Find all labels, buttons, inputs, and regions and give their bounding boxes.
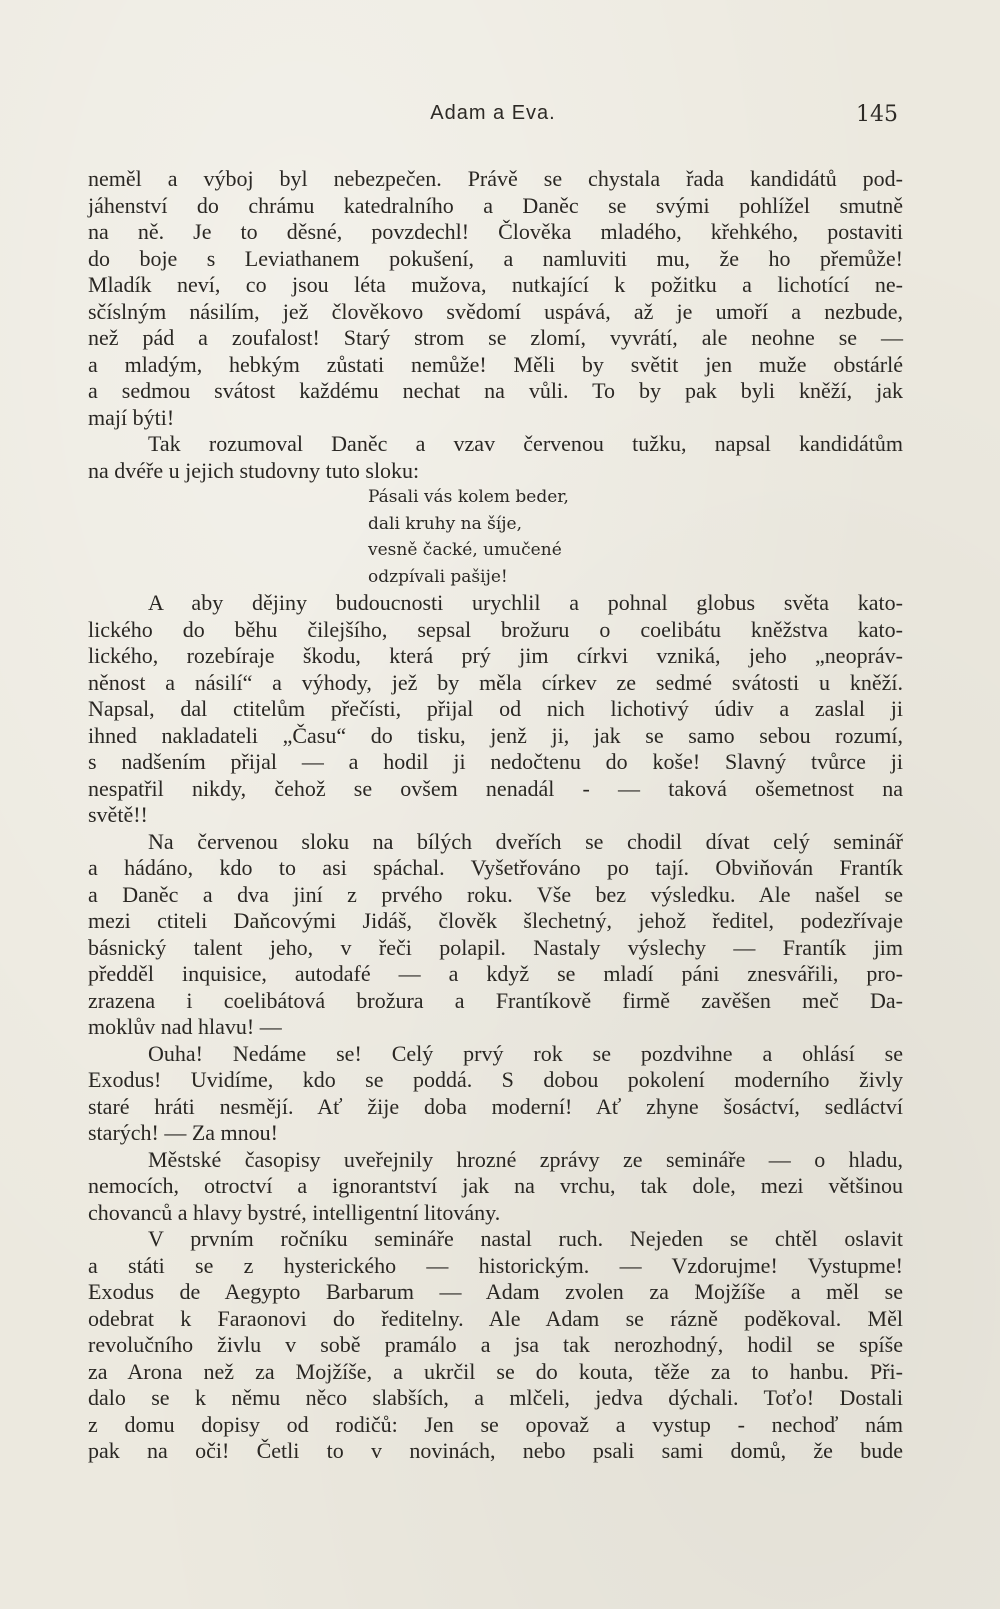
text-line: světě!!	[88, 802, 148, 827]
text-line: něnost a násilí“ a výhody, jež by měla církev ze sedmé svátosti u kněží.	[88, 669, 903, 695]
text-line: Mladík neví, co jsou léta mužova, nutkající k požitku a lichotící ne-	[88, 272, 903, 297]
text-line: a Daněc a dva jiní z prvého roku. Vše bez výsledku. Ale našel se	[88, 881, 903, 907]
text-line: chovanců a hlavy bystré, intelligentní litovány.	[88, 1199, 501, 1225]
text-line: a státi se z hysterického — historickým. — Vzdorujme! Vystupme!	[88, 1252, 903, 1278]
body-text	[88, 166, 903, 1465]
verse-line: odzpívali pašije!	[368, 566, 508, 587]
text-line: jáhenství do chrámu katedralního a Daněc se svými pohlížel smutně	[88, 192, 903, 218]
text-line: do boje s Leviathanem pokušení, a namluviti mu, že ho přemůže!	[88, 245, 903, 271]
text-line: Exodus de Aegypto Barbarum — Adam zvolen za Mojžíše a měl se	[88, 1279, 903, 1304]
text-line: lického do běhu čilejšího, sepsal brožuru o coelibátu kněžstva kato-	[88, 616, 903, 642]
text-line: mají býti!	[88, 404, 175, 430]
text-line: za Arona než za Mojžíše, a ukrčil se do kouta, těže za to hanbu. Při-	[88, 1358, 903, 1384]
text-line: sčíslným násilím, jež člověkovo svědomí uspává, až je umoří a nezbude,	[88, 298, 903, 324]
text-line: a sedmou svátost každému nechat na vůli. To by pak byli kněží, jak	[88, 378, 903, 403]
page-number: 145	[856, 102, 898, 127]
text-line: Tak rozumoval Daněc a vzav červenou tužku, napsal kandidátům	[148, 431, 903, 456]
text-line: zrazena i coelibátová brožura a Frantíkově firmě zavěšen meč Da-	[88, 987, 903, 1013]
text-line: z domu dopisy od rodičů: Jen se opovaž a vystup - nechoď nám	[88, 1411, 903, 1437]
text-line: nemocích, otroctví a ignorantství jak na vrchu, tak dole, mezi většinou	[88, 1173, 903, 1198]
text-line: staré hráti nesmějí. Ať žije doba moderní! Ať zhyne šosáctví, sedláctví	[88, 1093, 903, 1119]
text-line: a hádáno, kdo to asi spáchal. Vyšetřováno po tají. Obviňován Frantík	[88, 855, 903, 880]
text-line: Na červenou sloku na bílých dveřích se chodil dívat celý seminář	[148, 828, 903, 854]
text-line: Městské časopisy uveřejnily hrozné zprávy ze semináře — o hladu,	[148, 1146, 903, 1172]
text-line: mezi ctiteli Daňcovými Jidáš, člověk šlechetný, jehož ředitel, podezřívaje	[88, 908, 903, 933]
text-line: pak na oči! Četli to v novinách, nebo psali sami domů, že bude	[88, 1438, 903, 1463]
text-line: Ouha! Nedáme se! Celý prvý rok se pozdvihne a ohlásí se	[148, 1040, 903, 1066]
text-line: neměl a výboj byl nebezpečen. Právě se chystala řada kandidátů pod-	[88, 166, 903, 191]
text-line: na ně. Je to děsné, povzdechl! Člověka mladého, křehkého, postaviti	[88, 219, 903, 244]
verse-block	[88, 484, 903, 590]
text-line: s nadšením přijal — a hodil ji nedočtenu do koše! Slavný tvůrce ji	[88, 749, 903, 774]
verse-line: dali kruhy na šíje,	[368, 513, 523, 534]
text-line: dalo se k němu něco slabších, a mlčeli, jedva dýchali. Toťo! Dostali	[88, 1385, 903, 1410]
text-line: lického, rozebíraje škodu, která prý jim církvi vzniká, jeho „neopráv-	[88, 643, 903, 668]
text-line: ihned nakladateli „Času“ do tisku, jenž ji, jak se samo sebou rozumí,	[88, 722, 903, 748]
verse-line: vesně čacké, umučené	[368, 540, 562, 560]
text-line: Exodus! Uvidíme, kdo se poddá. S dobou pokolení moderního živly	[88, 1067, 903, 1092]
text-line: nespatřil nikdy, čehož se ovšem nenadál - — taková ošemetnost na	[88, 775, 903, 801]
text-line: starých! — Za mnou!	[88, 1120, 278, 1145]
text-line: a mladým, hebkým zůstati nemůže! Měli by světit jen muže obstárlé	[88, 351, 903, 377]
text-line: básnický talent jeho, v řeči polapil. Nastaly výslechy — Frantík jim	[88, 934, 903, 960]
text-line: na dvéře u jejich studovny tuto sloku:	[88, 457, 420, 483]
text-line: odebrat k Faraonovi do ředitelny. Ale Adam se rázně poděkoval. Měl	[88, 1305, 903, 1331]
text-line: V prvním ročníku semináře nastal ruch. Nejeden se chtěl oslavit	[148, 1226, 903, 1251]
running-title: Adam a Eva.	[430, 102, 556, 124]
running-head	[88, 102, 898, 132]
text-line: A aby dějiny budoucnosti urychlil a pohnal globus světa kato-	[148, 590, 903, 615]
text-line: předděl inquisice, autodafé — a když se mladí páni znesvářili, pro-	[88, 961, 903, 986]
verse-line: Pásali vás kolem beder,	[368, 487, 569, 507]
text-line: než pád a zoufalost! Starý strom se zlomí, vyvrátí, ale neohne se —	[88, 325, 903, 350]
text-line: revolučního živlu v sobě pramálo a jsa tak nerozhodný, hodil se spíše	[88, 1332, 903, 1357]
text-line: moklův nad hlavu! —	[88, 1014, 282, 1039]
text-line: Napsal, dal ctitelům přečísti, přijal od nich lichotivý údiv a zaslal ji	[88, 696, 903, 721]
